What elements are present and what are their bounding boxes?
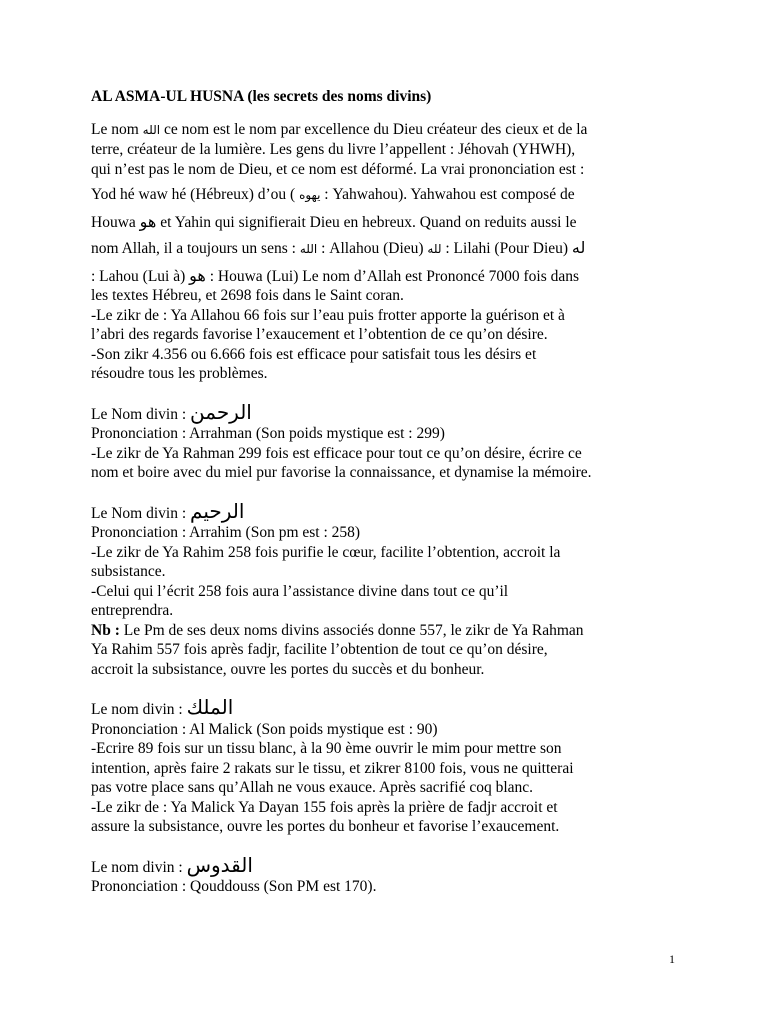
section-heading bbox=[91, 399, 689, 425]
section-line: Prononciation : Qouddouss (Son PM est 170). bbox=[91, 878, 377, 895]
section-line: Prononciation : Arrahim (Son pm est : 258) bbox=[91, 524, 361, 541]
section-line: -Celui qui l’écrit 258 fois aura l’assistance divine dans tout ce qu’il bbox=[91, 582, 509, 600]
section-line: nom et boire avec du miel pur favorise la connaissance, et dynamise la mémoire. bbox=[91, 464, 592, 481]
intro-line: -Son zikr 4.356 ou 6.666 fois est efficace pour satisfait tous les désirs et bbox=[91, 345, 537, 363]
intro-line: l’abri des regards favorise l’exaucement et l’obtention de ce qu’on désire. bbox=[91, 326, 548, 343]
section-line: entreprendra. bbox=[91, 602, 174, 619]
heading-label: Le nom divin : bbox=[91, 701, 187, 718]
arabic-name: القدوس bbox=[186, 852, 253, 877]
document-body bbox=[91, 87, 689, 897]
heading-label: Le nom divin : bbox=[91, 858, 187, 876]
section-line: accroit la subsistance, ouvre les portes du succès et du bonheur. bbox=[91, 660, 485, 678]
section-line: pas votre place sans qu’Allah ne vous exauce. Après sacrifié coq blanc. bbox=[91, 779, 534, 796]
arabic-houwa: هو bbox=[189, 265, 206, 285]
nb-line bbox=[91, 621, 689, 641]
section-line: -Le zikr de Ya Rahman 299 fois est efficace pour tout ce qu’on désire, écrire ce bbox=[91, 444, 582, 462]
section-heading bbox=[91, 695, 689, 720]
section-line: intention, après faire 2 rakats sur le tissu, et zikrer 8100 fois, vous ne quitterai bbox=[91, 759, 574, 777]
arabic-lahu: له bbox=[571, 238, 586, 257]
text-run: ce nom est le nom par excellence du Dieu créateur des cieux et de la bbox=[160, 120, 588, 138]
intro-line bbox=[91, 238, 689, 260]
text-run: : Houwa (Lui) Le nom d’Allah est Prononcé 7000 fois dans bbox=[205, 267, 580, 285]
section-heading bbox=[91, 498, 689, 524]
text-run: Le nom bbox=[91, 120, 143, 138]
nb-label: Nb : bbox=[91, 621, 120, 639]
section-line: -Ecrire 89 fois sur un tissu blanc, à la 90 ème ouvrir le mim pour mettre son bbox=[91, 740, 562, 757]
text-run: : Yahwahou). Yahwahou est composé de bbox=[320, 186, 575, 203]
text-run: Yod hé waw hé (Hébreux) d’ou ( bbox=[91, 186, 300, 203]
intro-line: les textes Hébreu, et 2698 fois dans le Saint coran. bbox=[91, 287, 404, 304]
section-line: Ya Rahim 557 fois après fadjr, facilite l’obtention de tout ce qu’on désire, bbox=[91, 641, 548, 658]
document-title: AL ASMA-UL HUSNA (les secrets des noms divins) bbox=[91, 88, 432, 105]
section-line: Prononciation : Al Malick (Son poids mystique est : 90) bbox=[91, 720, 438, 738]
text-run: et Yahin qui signifierait Dieu en hebreux. Quand on reduits aussi le bbox=[156, 213, 577, 231]
heading-label: Le Nom divin : bbox=[91, 405, 191, 423]
intro-line: qui n’est pas le nom de Dieu, et ce nom est déformé. La vrai prononciation est : bbox=[91, 160, 585, 178]
intro-line: -Le zikr de : Ya Allahou 66 fois sur l’eau puis frotter apporte la guérison et à bbox=[91, 306, 565, 324]
arabic-lillah: لله bbox=[427, 242, 442, 256]
section-line: -Le zikr de : Ya Malick Ya Dayan 155 fois après la prière de fadjr accroit et bbox=[91, 798, 558, 816]
section-line: Prononciation : Arrahman (Son poids mystique est : 299) bbox=[91, 425, 445, 442]
section-line: subsistance. bbox=[91, 563, 166, 580]
section-qudduss bbox=[91, 852, 689, 897]
arabic-yhwh: يهوه bbox=[299, 188, 321, 202]
intro-line bbox=[91, 120, 689, 141]
arabic-name: الرحمن bbox=[190, 399, 252, 424]
intro-section bbox=[91, 120, 689, 384]
text-run: : Allahou (Dieu) bbox=[317, 240, 428, 257]
arabic-houwa: هو bbox=[139, 211, 157, 231]
section-rahim bbox=[91, 498, 689, 680]
arabic-allah: الله bbox=[299, 242, 318, 256]
section-heading bbox=[91, 852, 689, 878]
text-run: Houwa bbox=[91, 213, 140, 231]
arabic-allah: الله bbox=[142, 122, 161, 137]
intro-line: terre, créateur de la lumière. Les gens du livre l’appellent : Jéhovah (YHWH), bbox=[91, 141, 576, 158]
section-malik bbox=[91, 695, 689, 837]
intro-line: résoudre tous les problèmes. bbox=[91, 365, 268, 382]
intro-line bbox=[91, 185, 689, 206]
intro-line bbox=[91, 212, 689, 233]
text-run: Le Pm de ses deux noms divins associés donne 557, le zikr de Ya Rahman bbox=[119, 621, 584, 639]
text-run: : Lahou (Lui à) bbox=[91, 267, 190, 285]
intro-line bbox=[91, 266, 689, 287]
page-number: 1 bbox=[669, 952, 675, 966]
heading-label: Le Nom divin : bbox=[91, 504, 191, 522]
arabic-name: الملك bbox=[186, 695, 234, 719]
arabic-name: الرحيم bbox=[190, 498, 245, 523]
section-line: -Le zikr de Ya Rahim 258 fois purifie le cœur, facilite l’obtention, accroit la bbox=[91, 543, 561, 561]
text-run: nom Allah, il a toujours un sens : bbox=[91, 240, 300, 257]
text-run: : Lilahi (Pour Dieu) bbox=[441, 240, 572, 257]
section-line: assure la subsistance, ouvre les portes du bonheur et favorise l’exaucement. bbox=[91, 818, 560, 835]
section-rahman bbox=[91, 399, 689, 483]
